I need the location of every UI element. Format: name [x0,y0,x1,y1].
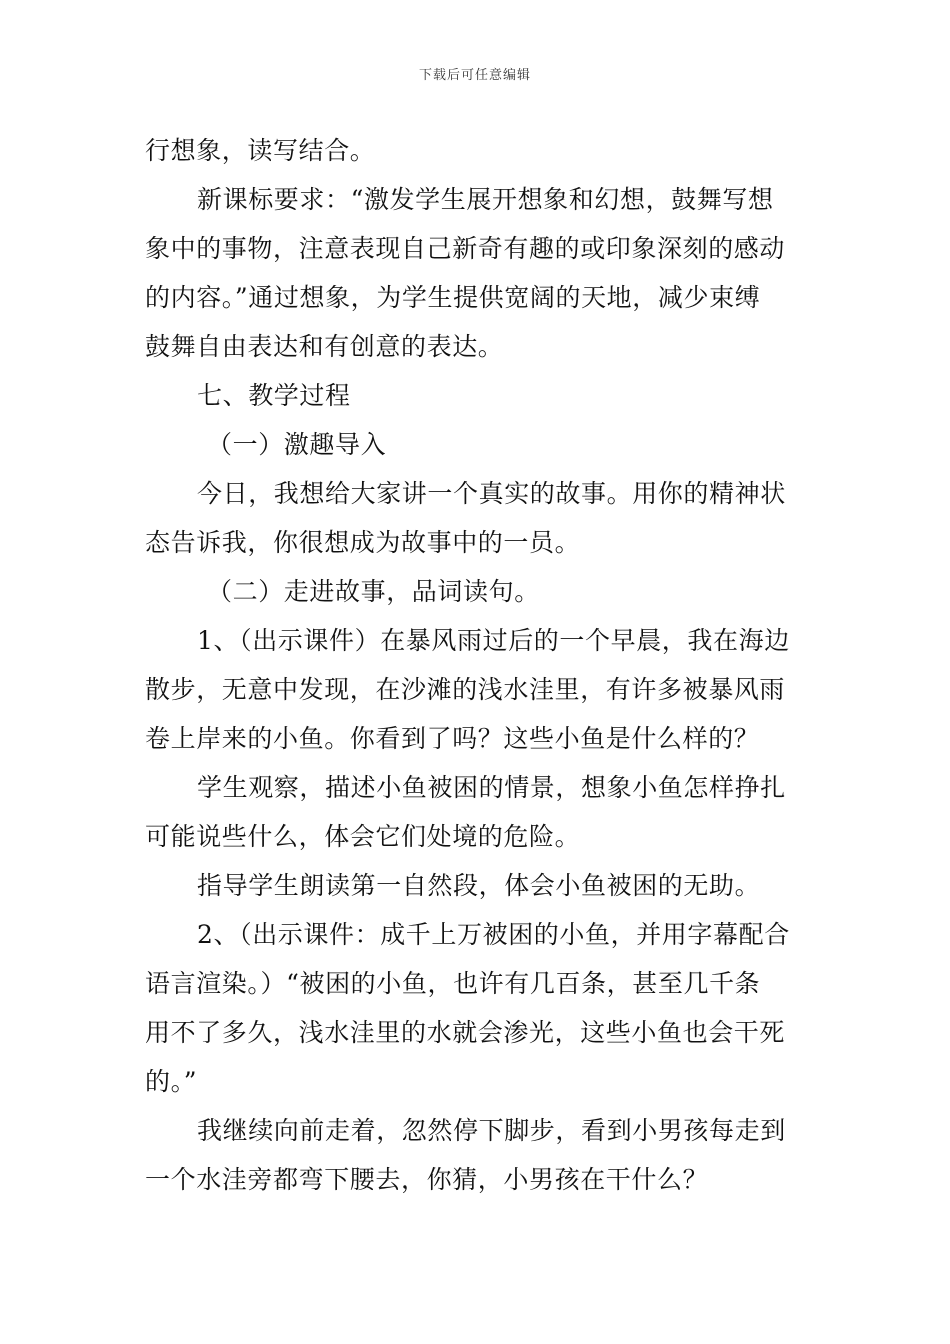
subsection-heading: （一）激趣导入 [207,430,387,459]
page-header: 下载后可任意编辑 [418,68,531,83]
text-line: 鼓舞自由表达和有创意的表达。 [145,332,504,361]
text-line: 一个水洼旁都弯下腰去，你猜，小男孩在干什么？ [145,1165,709,1194]
text-line: 用不了多久，浅水洼里的水就会渗光，这些小鱼也会干死 [145,1018,786,1047]
text-line: 行想象，读写结合。 [145,136,376,165]
text-line: 卷上岸来的小鱼。你看到了吗？这些小鱼是什么样的？ [145,724,760,753]
subsection-heading: （二）走进故事，品词读句。 [207,577,540,606]
text-line: 今日，我想给大家讲一个真实的故事。用你的精神状 [197,479,786,508]
text-line: 指导学生朗读第一自然段，体会小鱼被困的无助。 [197,871,761,900]
text-line: 语言渲染。）“被困的小鱼，也许有几百条，甚至几千条 [145,969,761,998]
section-heading: 七、教学过程 [197,381,351,410]
text-line: 的。” [145,1067,198,1096]
text-line: 象中的事物，注意表现自己新奇有趣的或印象深刻的感动 [145,234,786,263]
text-line: 态告诉我，你很想成为故事中的一员。 [145,528,581,557]
text-line: 散步，无意中发现，在沙滩的浅水洼里，有许多被暴风雨 [145,675,786,704]
document-body [145,126,813,1204]
text-line: 1、（出示课件）在暴风雨过后的一个早晨，我在海边 [197,626,790,655]
text-line: 学生观察，描述小鱼被困的情景，想象小鱼怎样挣扎 [197,773,786,802]
text-line: 可能说些什么，体会它们处境的危险。 [145,822,581,851]
text-line: 2、（出示课件：成千上万被困的小鱼，并用字幕配合 [197,920,790,949]
text-line: 的内容。”通过想象，为学生提供宽阔的天地，减少束缚 [145,283,761,312]
text-line: 新课标要求：“激发学生展开想象和幻想，鼓舞写想 [197,185,774,214]
text-line: 我继续向前走着，忽然停下脚步，看到小男孩每走到 [197,1116,786,1145]
